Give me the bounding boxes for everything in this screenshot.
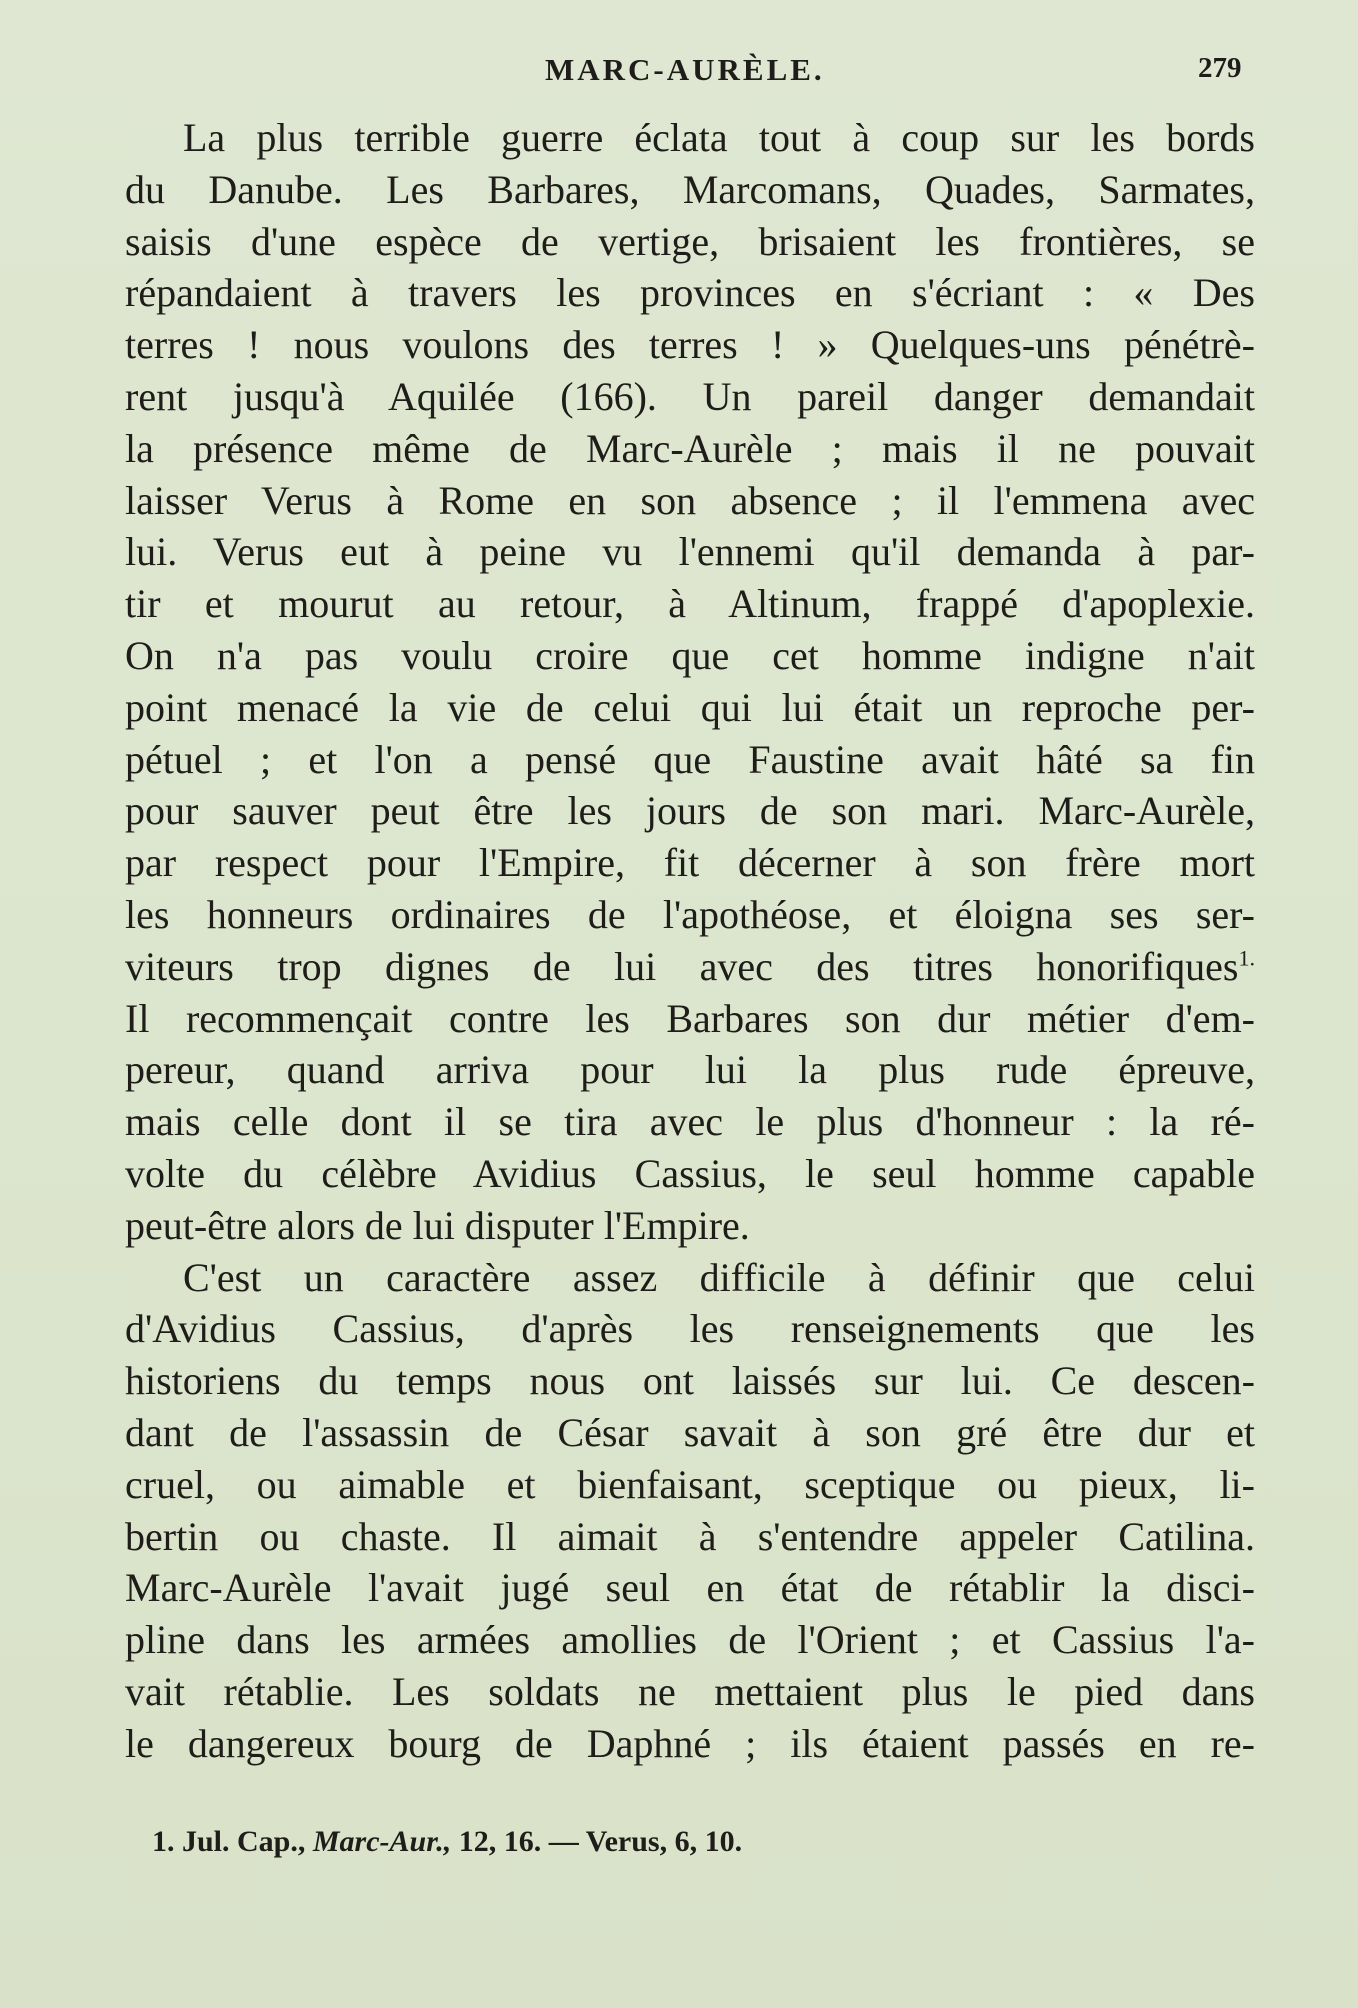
footnote-work: Marc-Aur., [312,1825,452,1858]
text-line: d'Avidius Cassius, d'après les renseignements que les [125,1306,1255,1352]
footnote-ref: 1. [1238,945,1255,971]
text-line: La plus terrible guerre éclata tout à coup sur les bords [183,115,1255,160]
text-line: volte du célèbre Avidius Cassius, le seul homme capable [125,1150,1255,1196]
text-line: vait rétablie. Les soldats ne mettaient plus le pied dans [125,1668,1255,1714]
text-line: du Danube. Les Barbares, Marcomans, Quades, Sarmates, [125,166,1255,212]
text-line-content: viteurs trop dignes de lui avec des titres honorifiques [125,943,1239,989]
text-line: cruel, ou aimable et bienfaisant, sceptique ou pieux, li- [125,1461,1255,1507]
text-line: la présence même de Marc-Aurèle ; mais il ne pouvait [125,425,1255,471]
text-line: pour sauver peut être les jours de son mari. Marc-Aurèle, [125,788,1255,834]
running-head [0,52,1358,92]
text-line: rent jusqu'à Aquilée (166). Un pareil danger demandait [125,373,1255,419]
text-line: pline dans les armées amollies de l'Orient ; et Cassius l'a- [125,1617,1255,1663]
text-line: On n'a pas voulu croire que cet homme indigne n'ait [125,632,1255,678]
text-line: lui. Verus eut à peine vu l'ennemi qu'il demanda à par- [125,529,1255,575]
text-line: mais celle dont il se tira avec le plus d'honneur : la ré- [125,1099,1255,1145]
footnote [152,1825,742,1859]
body-text [125,112,1255,1770]
footnote-number: 1. [152,1825,175,1858]
text-line: peut-être alors de lui disputer l'Empire. [125,1202,750,1248]
running-title: MARC-AURÈLE. [545,52,825,87]
footnote-rest: 12, 16. — Verus, 6, 10. [458,1825,743,1858]
text-line: par respect pour l'Empire, fit décerner à son frère mort [125,840,1255,886]
text-line: les honneurs ordinaires de l'apothéose, et éloigna ses ser- [125,891,1255,937]
text-line: terres ! nous voulons des terres ! » Quelques-uns pénétrè- [125,322,1255,368]
text-line: historiens du temps nous ont laissés sur lui. Ce descen- [125,1358,1255,1404]
page-number: 279 [1198,52,1242,84]
text-line: répandaient à travers les provinces en s'écriant : « Des [125,270,1255,316]
text-line-with-note [125,941,1255,993]
text-line: bertin ou chaste. Il aimait à s'entendre appeler Catilina. [125,1513,1255,1559]
text-line: point menacé la vie de celui qui lui était un reproche per- [125,684,1255,730]
text-line: tir et mourut au retour, à Altinum, frappé d'apoplexie. [125,581,1255,627]
text-line: Marc-Aurèle l'avait jugé seul en état de rétablir la disci- [125,1565,1255,1611]
text-line: pereur, quand arriva pour lui la plus rude épreuve, [125,1047,1255,1093]
text-line: pétuel ; et l'on a pensé que Faustine avait hâté sa fin [125,736,1255,782]
text-line: C'est un caractère assez difficile à définir que celui [183,1254,1255,1300]
text-line: saisis d'une espèce de vertige, brisaient les frontières, se [125,218,1255,264]
footnote-author: Jul. Cap., [182,1825,306,1858]
text-line: dant de l'assassin de César savait à son gré être dur et [125,1409,1255,1455]
text-line: laisser Verus à Rome en son absence ; il l'emmena avec [125,477,1255,523]
text-line: le dangereux bourg de Daphné ; ils étaient passés en re- [125,1720,1255,1766]
text-line: Il recommençait contre les Barbares son dur métier d'em- [125,995,1255,1041]
